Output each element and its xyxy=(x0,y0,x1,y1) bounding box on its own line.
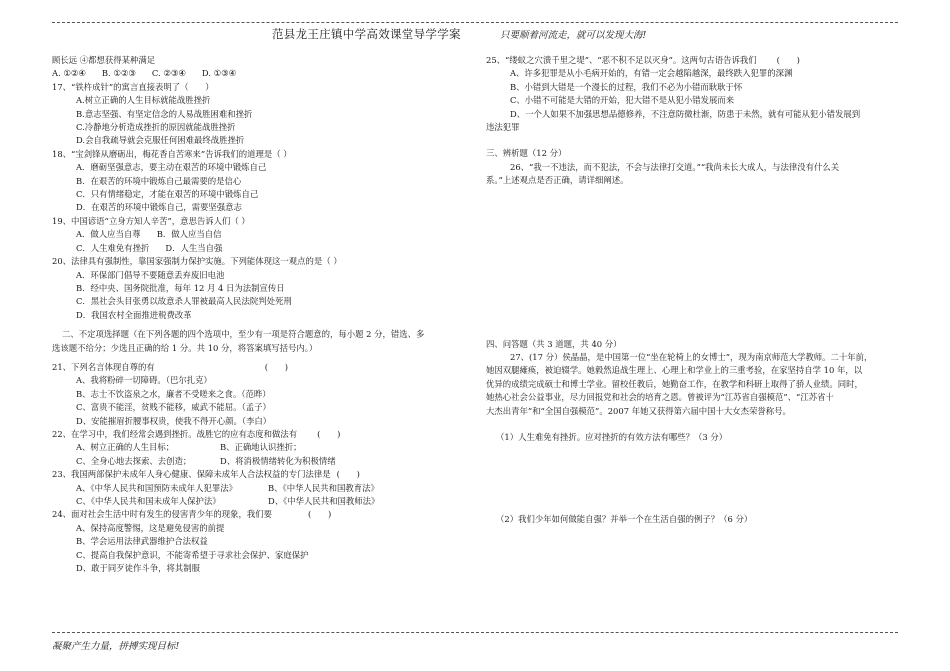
option-c: C、富贵不能淫，贫贱不能移，威武不能屈。（孟子） xyxy=(76,402,271,413)
answer-bracket: ( ) xyxy=(776,55,800,65)
option-c: C. ②③④ xyxy=(151,68,186,79)
answer-bracket: ( ) xyxy=(317,428,341,439)
option-d: D、将消极情绪转化为积极情绪 xyxy=(220,455,336,466)
question-18 xyxy=(52,148,468,215)
section-2-line-2: 选该题不给分；少选且正确的给 1 分。共 10 分，将答案填写括号内。） xyxy=(52,342,318,353)
question-27-line-3: 优异的成绩完成硕士和博士学业。留校任教后，她勤奋工作，在教学和科研上取得了骄人业绩。同时， xyxy=(486,378,863,389)
question-22 xyxy=(52,428,468,468)
question-26-line-2: 系。”上述观点是否正确，请详细阐述。 xyxy=(486,175,629,186)
option-a: A．做人应当自尊 xyxy=(76,229,141,240)
option-b: B、《中华人民共和国教育法》 xyxy=(268,482,379,493)
option-a: A、我将粉碎一切障碍。（巴尔扎克） xyxy=(76,375,212,386)
option-a: A、《中华人民共和国预防未成年人犯罪法》 xyxy=(76,482,237,493)
options-row-2 xyxy=(52,495,468,508)
option-c: C、提高自我保护意识，不能寄希望于寻求社会保护、家庭保护 xyxy=(76,549,309,560)
question-stem xyxy=(52,428,468,441)
options-row-2 xyxy=(52,455,468,468)
option-a: A．环保部门倡导不要随意丢弃废旧电池 xyxy=(76,269,225,280)
option-b: B．做人应当自信 xyxy=(156,229,222,240)
option-d: D．在艰苦的环境中锻炼自己，需要坚强意志 xyxy=(76,202,242,213)
options-row-1 xyxy=(52,482,468,495)
option-b: B. ①②③ xyxy=(101,68,136,79)
option-d: D.会自我疏导就会克服任何困难最终战胜挫折 xyxy=(76,135,245,146)
question-27-line-4: 她热心社会公益事业，尽力回报党和社会的培育之恩。曾被评为“江苏省自强模范”、“江苏省十 xyxy=(486,392,834,403)
option-b: B、正确地认识挫折； xyxy=(220,442,302,453)
option-b: B、学会运用法律武器维护合法权益 xyxy=(76,536,208,547)
options-row-2 xyxy=(52,242,468,255)
question-stem-text: 25、“缕蚁之穴溃千里之堤”、“恶不积不足以灭身”。这两句古语告诉我们 xyxy=(486,55,757,65)
option-c: C．只有情绪稳定，才能在艰苦的环境中锻炼自己 xyxy=(76,189,259,200)
question-stem: 18、“宝剑锋从磨砺出，梅花香自苦寒来”告诉我们的道理是（ ） xyxy=(52,148,292,159)
header-motto: 只要顺着河流走，就可以发现大海! xyxy=(500,30,647,41)
section-3-title: 三、辨析题（12 分） xyxy=(486,148,567,159)
question-stem-text: 23、我国两部保护未成年人身心健康、保障未成年人合法权益的专门法律是 xyxy=(52,469,331,480)
footer-motto: 凝聚产生力量，拼搏实现目标! xyxy=(52,641,180,652)
option-b: B．在艰苦的环境中锻炼自己最需要的是信心 xyxy=(76,175,242,186)
option-a: A、许多犯罪是从小毛病开始的，有错一定会越陷越深，最终跌入犯罪的深渊 xyxy=(510,68,793,79)
option-c: C、全身心地去探索、去创造； xyxy=(76,455,192,466)
option-b: B、小错到大错是一个漫长的过程，我们不必为小错而耿耿于怀 xyxy=(510,81,743,92)
option-d: D、《中华人民共和国教师法》 xyxy=(268,496,380,506)
question-19 xyxy=(52,215,468,255)
options-row-1 xyxy=(52,441,468,454)
question-20 xyxy=(52,255,468,322)
question-stem xyxy=(52,361,468,374)
question-stem: 17、“铁杵成针”的寓言直接表明了（ ） xyxy=(52,81,214,92)
option-a: A. ①②④ xyxy=(52,68,86,79)
question-stem xyxy=(52,508,468,521)
option-b: B.意志坚强、有坚定信念的人易战胜困难和挫折 xyxy=(76,108,253,119)
question-26-line-1: 26、“我一不违法，而不犯法，不会与法律打交道。”“我尚未长大成人，与法律没有什么关 xyxy=(510,161,840,172)
question-21 xyxy=(52,361,468,428)
page-title: 范县龙王庄镇中学高效课堂导学学案 xyxy=(272,27,461,41)
option-d: D．我国农村全面推进税费改革 xyxy=(76,309,192,320)
answer-space-26 xyxy=(486,188,898,338)
left-column xyxy=(52,54,468,575)
page-header xyxy=(0,26,950,42)
option-b: B、志士不饮盗泉之水，廉者不受嗟来之食。（范晔） xyxy=(76,388,271,399)
answer-bracket: ( ) xyxy=(308,509,332,520)
option-c: C、小错不可能是大错的开始，犯大错不是从犯小错发展而来 xyxy=(510,95,735,106)
option-d: D．人生当自强 xyxy=(165,242,223,253)
section-4-title: 四、问答题（共 3 道题，共 40 分） xyxy=(486,338,622,349)
option-c: C．黑社会头目张勇以故意杀人罪被最高人民法院判处死刑 xyxy=(76,296,292,307)
sub-question-2: （2）我们少年如何做能自强？并举一个在生活自强的例子？（6 分） xyxy=(496,513,753,524)
question-stem xyxy=(486,54,898,67)
option-c: C.冷静地分析造成挫折的原因就能战胜挫折 xyxy=(76,122,236,133)
question-stem: 20、法律具有强制性，靠国家强制力保护实施。下列能体现这一观点的是（ ） xyxy=(52,256,342,267)
option-d-continued: 违法犯罪 xyxy=(486,122,520,133)
option-c: C．人生难免有挫折 xyxy=(76,242,150,253)
question-27-line-2: 她因双腿瘫痪，被迫辍学。她毅然追战生理上、心理上和学业上的三重考验，在家坚持自学 10 年，以 xyxy=(486,365,863,376)
header-divider xyxy=(52,22,898,23)
question-stem: 19、中国谚语“立身方知人辛苦”，意思告诉人们（ ） xyxy=(52,215,250,226)
question-stem xyxy=(52,468,468,481)
question-23 xyxy=(52,468,468,508)
option-a: A.树立正确的人生目标就能战胜挫折 xyxy=(76,95,211,106)
option-d: D、一个人如果不加强思想品德修养，不注意防微杜渐，防患于未然，就有可能从犯小错发展到 xyxy=(510,108,861,119)
question-27-line-5: 大杰出青年”和“全国自强模范”。2007 年她又获得第六届中国十大女杰荣誉称号。 xyxy=(486,405,791,416)
question-stem-text: 22、在学习中，我们经常会遇到挫折。战胜它的应有态度和做法有 xyxy=(52,428,298,439)
section-2-heading xyxy=(52,328,468,355)
option-d: D. ①③④ xyxy=(201,68,237,79)
answer-bracket: ( ) xyxy=(264,361,289,372)
question-stem-text: 24、面对社会生活中时有发生的侵害青少年的现象，我们要 xyxy=(52,509,273,520)
question-25 xyxy=(486,54,898,134)
option-b: B．经中央、国务院批准，每年 12 月 4 日为法制宣传日 xyxy=(76,282,285,293)
sub-question-1: （1）人生难免有挫折。应对挫折的有效方法有哪些？（3 分） xyxy=(496,432,728,443)
question-27-line-1: 27、(17 分）侯晶晶，是中国第一位“坐在轮椅上的女博士”，现为南京师范大学教师。二十年前， xyxy=(510,352,873,363)
option-a: A、树立正确的人生目标； xyxy=(76,442,175,453)
option-a: A．磨砺坚强意志，要主动在艰苦的环境中锻炼自己 xyxy=(76,162,267,173)
section-3 xyxy=(486,147,898,187)
continued-question-options xyxy=(52,67,468,80)
options-row-1 xyxy=(52,228,468,241)
section-4 xyxy=(486,338,898,526)
right-column xyxy=(486,54,898,526)
option-c: C、《中华人民共和国未成年人保护法》 xyxy=(76,496,221,506)
continued-question xyxy=(52,54,468,67)
section-2-line-1: 二、不定项选择题（在下列各题的四个选项中，至少有一项是符合题意的，每小题 2 分，错选、多 xyxy=(62,329,425,340)
question-24 xyxy=(52,508,468,575)
answer-space-27-1 xyxy=(486,445,898,513)
continued-question-text: 顾长远 ④都想获得某种满足 xyxy=(52,55,156,65)
option-d: D、安能摧眉折腰事权贵，使我不得开心颜。（李白） xyxy=(76,415,272,426)
footer-divider xyxy=(52,632,898,633)
question-17 xyxy=(52,81,468,148)
answer-bracket: ( ) xyxy=(336,469,360,480)
option-d: D、敢于同歹徒作斗争，将其制服 xyxy=(76,563,200,574)
option-a: A、保持高度警惕，这是避免侵害的前提 xyxy=(76,522,225,533)
question-stem-text: 21、下列名言体现自尊的有 xyxy=(52,361,155,372)
